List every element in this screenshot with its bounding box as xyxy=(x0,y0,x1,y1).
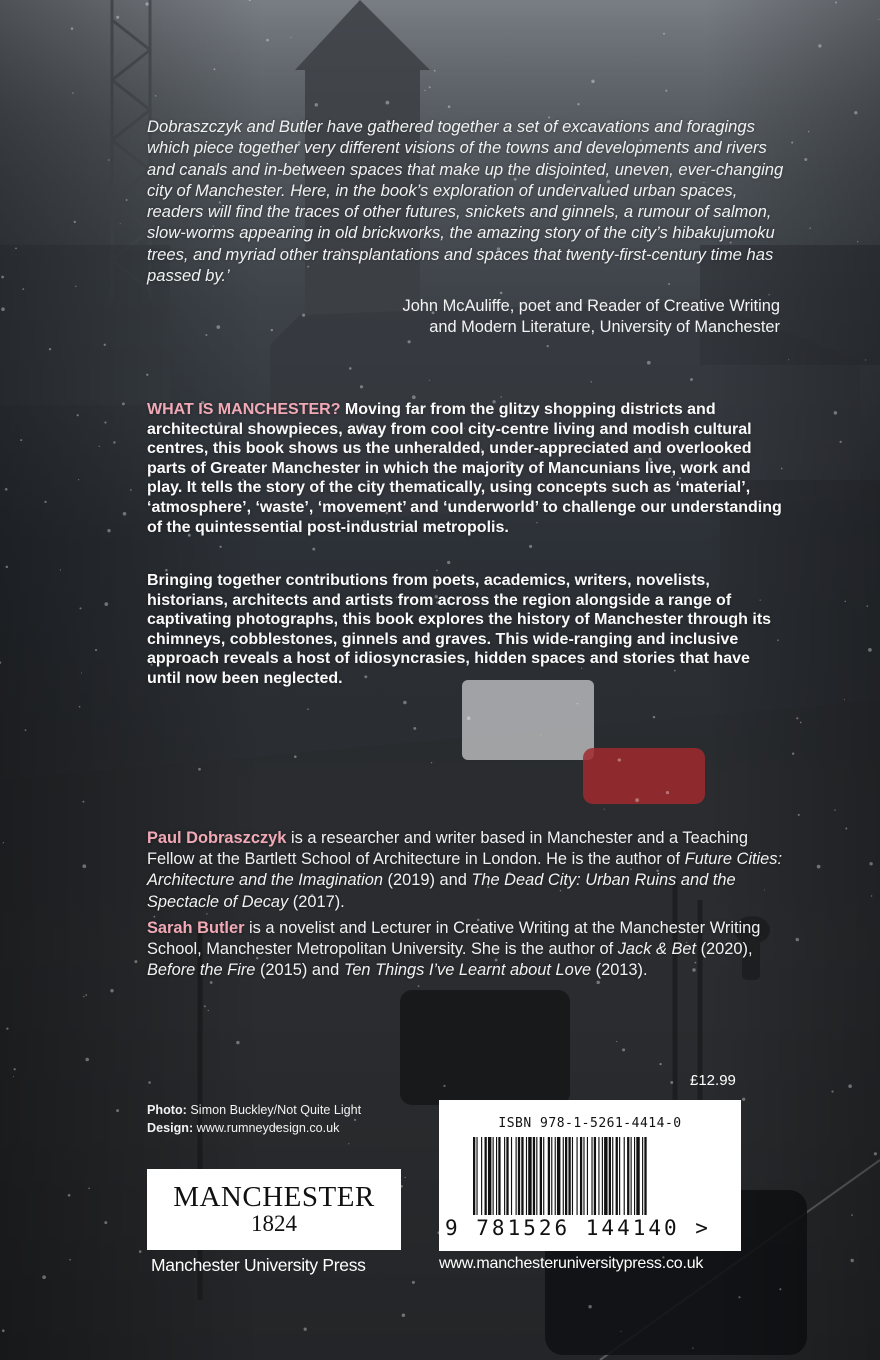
rain-drop xyxy=(74,221,76,223)
rain-drop xyxy=(198,768,201,771)
rain-drop xyxy=(68,1194,71,1197)
attribution-line: John McAuliffe, poet and Reader of Creative Writing xyxy=(402,297,780,315)
rain-drop xyxy=(204,1005,206,1007)
barcode-bars xyxy=(469,1137,711,1215)
barcode-bar xyxy=(644,1137,646,1215)
rain-drop xyxy=(616,1041,617,1042)
rain-drop xyxy=(99,446,100,447)
rain-drop xyxy=(413,727,416,730)
rain-drop xyxy=(290,37,291,38)
book-title: Future Cities: Architecture and the Imagination xyxy=(147,850,783,890)
bio-text: (2020), xyxy=(696,940,753,959)
rain-drop xyxy=(44,501,46,503)
rain-drop xyxy=(448,105,451,108)
barcode-bar xyxy=(609,1137,611,1215)
barcode-bar xyxy=(540,1137,542,1215)
review-quote: Dobraszczyk and Butler have gathered together a set of excavations and foragings which piece together very different visions of the towns and developments and rivers and canals and in-between spaces that make up the disjointed, uneven, ever-changing city of Manchester. Here, in the book’s exploration of undervalued urban spaces, readers will find the traces of other futures, snickets and ginnels, a rumour of salmon, slow-worms appearing in old brickworks, the amazing story of the city’s hibakujumoku trees, and myriad other transplantations and spaces that twenty-first-century time has passed by.’ xyxy=(147,117,784,286)
barcode-bar xyxy=(526,1137,527,1215)
barcode-bar xyxy=(577,1137,578,1215)
author-bio-paul xyxy=(147,828,797,913)
rain-drop xyxy=(588,1305,591,1308)
barcode-bar xyxy=(591,1137,592,1215)
rain-drop xyxy=(208,1010,209,1011)
rain-drop xyxy=(653,716,655,718)
rain-drop xyxy=(845,601,847,603)
barcode-bar xyxy=(516,1137,517,1215)
barcode-bar xyxy=(612,1137,613,1215)
bio-text: (2019) and xyxy=(382,871,472,890)
rain-drop xyxy=(818,44,821,47)
rain-drop xyxy=(834,809,835,810)
barcode-bar xyxy=(565,1137,567,1215)
rain-drop xyxy=(348,1143,349,1144)
rain-drop xyxy=(844,699,845,700)
rain-drop xyxy=(236,1041,239,1044)
rain-drop xyxy=(139,1250,142,1253)
barcode-bar xyxy=(504,1137,505,1215)
credits xyxy=(147,1101,361,1137)
rain-drop xyxy=(79,607,81,609)
rain-drop xyxy=(738,1296,740,1298)
rain-drop xyxy=(878,19,879,20)
rain-drop xyxy=(591,80,594,83)
barcode-bar xyxy=(563,1137,564,1215)
barcode-bar xyxy=(587,1137,588,1215)
rain-drop xyxy=(779,1288,781,1290)
rain-drop xyxy=(148,1081,151,1084)
rain-drop xyxy=(214,68,216,70)
rain-drop xyxy=(82,864,86,868)
barcode-bar xyxy=(521,1137,523,1215)
rain-drop xyxy=(831,1091,833,1093)
publisher-website: www.manchesteruniversitypress.co.uk xyxy=(439,1255,704,1272)
rain-drop xyxy=(791,142,793,144)
rain-drop xyxy=(22,288,24,290)
barcode-bar xyxy=(580,1137,582,1215)
rain-drop xyxy=(742,1098,745,1101)
rain-drop xyxy=(792,752,794,754)
rain-drop xyxy=(104,421,106,423)
rain-drop xyxy=(635,798,639,802)
rain-drop xyxy=(6,1027,8,1029)
author-name: Paul Dobraszczyk xyxy=(147,829,287,847)
barcode-bar xyxy=(624,1137,625,1215)
rain-drop xyxy=(219,546,221,548)
rain-drop xyxy=(835,2,837,4)
rain-drop xyxy=(412,1281,415,1284)
rain-drop xyxy=(122,403,125,406)
price-label: £12.99 xyxy=(690,1072,736,1089)
barcode-bar xyxy=(506,1137,508,1215)
rain-drop xyxy=(85,994,87,996)
rain-drop xyxy=(868,648,872,652)
rain-drop xyxy=(25,729,27,731)
rain-drop xyxy=(857,241,858,242)
rain-drop xyxy=(431,762,432,763)
rain-drop xyxy=(130,489,132,491)
rain-drop xyxy=(443,1085,445,1087)
rain-drop xyxy=(620,1331,621,1332)
rain-drop xyxy=(590,381,591,382)
rain-drop xyxy=(804,158,807,161)
rain-drop xyxy=(78,479,79,480)
rain-drop xyxy=(20,439,22,441)
rain-drop xyxy=(386,101,390,105)
rain-drop xyxy=(116,1109,119,1112)
blurb-text: Moving far from the glitzy shopping districts and architectural showpieces, away from cool city-centre living and modish cultural centres, this book shows us the unheralded, under-appreciated and overlooked parts of Greater Manchester in which the majority of Mancunians live, work and play. It tells the story of the city thematically, using concepts such as ‘material’, ‘atmosphere’, ‘waste’, ‘movement’ and ‘underworld’ to challenge our understanding of the quintessential post-industrial metropolis. xyxy=(147,401,782,536)
blurb-paragraph-2 xyxy=(147,571,787,689)
rain-drop xyxy=(869,862,872,865)
rain-drop xyxy=(2,1329,5,1332)
rain-drop xyxy=(788,359,789,360)
barcode-bar xyxy=(551,1137,552,1215)
rain-drop xyxy=(447,561,450,564)
rain-drop xyxy=(647,361,651,365)
rain-drop xyxy=(107,529,110,532)
rain-drop xyxy=(126,199,128,201)
rain-drop xyxy=(146,374,148,376)
barcode-bar xyxy=(473,1137,475,1215)
rain-drop xyxy=(349,367,352,370)
rain-drop xyxy=(412,395,416,399)
rain-drop xyxy=(83,996,84,997)
rain-drop xyxy=(529,545,532,548)
rain-drop xyxy=(817,865,821,869)
rain-drop xyxy=(690,378,693,381)
rain-drop xyxy=(75,286,76,287)
blurb-paragraph-1 xyxy=(147,400,787,537)
rain-drop xyxy=(692,1347,693,1348)
rain-drop xyxy=(424,90,425,91)
rain-drop xyxy=(123,512,127,516)
rain-drop xyxy=(1,276,4,279)
rain-drop xyxy=(500,292,503,295)
rain-drop xyxy=(467,716,471,720)
rain-drop xyxy=(304,1328,307,1331)
rain-drop xyxy=(663,33,665,35)
rain-drop xyxy=(315,103,318,106)
rain-drop xyxy=(312,548,315,551)
rain-drop xyxy=(15,247,17,249)
isbn-number: ISBN 978-1-5261-4414-0 xyxy=(498,1116,682,1131)
barcode-bar xyxy=(488,1137,491,1215)
rain-drop xyxy=(42,1275,46,1279)
book-title: Jack & Bet xyxy=(617,940,697,959)
rain-drop xyxy=(618,758,621,761)
author-name: Sarah Butler xyxy=(147,919,245,937)
credit-label: Design: xyxy=(147,1121,194,1135)
rain-drop xyxy=(95,649,97,651)
bio-text: (2015) and xyxy=(255,961,344,980)
rain-drop xyxy=(851,1214,853,1216)
rain-drop xyxy=(104,602,108,606)
credit-value: Simon Buckley/Not Quite Light xyxy=(186,1103,362,1117)
rain-drop xyxy=(839,441,841,443)
rain-drop xyxy=(577,103,579,105)
rain-drop xyxy=(851,1259,854,1262)
barcode-bar xyxy=(642,1137,643,1215)
barcode-bar xyxy=(511,1137,512,1215)
rain-drop xyxy=(665,90,667,92)
rain-drop xyxy=(113,441,115,443)
rain-drop xyxy=(3,842,4,843)
rain-drop xyxy=(670,1081,673,1084)
rain-drop xyxy=(266,39,269,42)
barcode-bar xyxy=(528,1137,531,1215)
rain-drop xyxy=(60,569,61,570)
rain-drop xyxy=(577,703,579,705)
rain-drop xyxy=(88,1187,90,1189)
bio-text: is a novelist and Lecturer in Creative Writing at the Manchester Writing School, Manchester Metropolitan University. She is the author of xyxy=(147,919,761,959)
rain-drop xyxy=(800,722,802,724)
rain-drop xyxy=(429,380,430,381)
barcode-bar xyxy=(518,1137,520,1215)
rain-drop xyxy=(77,414,79,416)
barcode-bar xyxy=(598,1137,599,1215)
barcode-bar xyxy=(548,1137,550,1215)
rain-drop xyxy=(72,92,74,94)
rain-drop xyxy=(81,672,82,673)
barcode-bar xyxy=(481,1137,482,1215)
book-title: The Dead City: Urban Ruins and the Spectacle of Decay xyxy=(147,871,736,911)
rain-drop xyxy=(206,913,207,914)
rain-drop xyxy=(434,70,436,72)
barcode-bar xyxy=(485,1137,487,1215)
rain-drop xyxy=(360,385,363,388)
rain-drop xyxy=(145,2,148,5)
rain-drop xyxy=(540,734,541,735)
logo-year: 1824 xyxy=(251,1211,297,1236)
rain-drop xyxy=(110,989,113,992)
rain-drop xyxy=(798,814,800,816)
publisher-name: Manchester University Press xyxy=(151,1255,366,1275)
rain-drop xyxy=(205,334,207,336)
barcode-bar xyxy=(476,1137,477,1215)
credit-value: www.rumneydesign.co.uk xyxy=(193,1121,340,1135)
bio-text: is a researcher and writer based in Manchester and a Teaching Fellow at the Bartlett School of Architecture in London. He is the author of xyxy=(147,829,749,869)
rain-drop xyxy=(104,344,106,346)
author-bio-sarah xyxy=(147,918,797,982)
rain-drop xyxy=(848,1084,852,1088)
ean-digits: 9 781526 144140 > xyxy=(445,1216,711,1240)
barcode-bar xyxy=(634,1137,635,1215)
rain-drop xyxy=(71,27,74,30)
barcode-bar xyxy=(496,1137,497,1215)
blurb-lead: WHAT IS MANCHESTER? xyxy=(147,401,341,418)
rain-drop xyxy=(659,1063,661,1065)
rain-drop xyxy=(116,16,119,19)
credit-label: Photo: xyxy=(147,1103,187,1117)
bio-text: (2013). xyxy=(591,961,648,980)
rain-drop xyxy=(108,159,110,161)
rain-drop xyxy=(854,111,857,114)
logo-wordmark: MANCHESTER xyxy=(173,1181,375,1213)
rain-drop xyxy=(134,960,137,963)
barcode-bar xyxy=(583,1137,584,1215)
barcode-bar xyxy=(533,1137,535,1215)
book-title: Before the Fire xyxy=(147,961,256,980)
rain-drop xyxy=(808,131,810,133)
barcode-bar xyxy=(568,1137,570,1215)
rain-drop xyxy=(500,396,501,397)
barcode-bar xyxy=(493,1137,494,1215)
rain-drop xyxy=(408,340,411,343)
rain-drop xyxy=(120,223,121,224)
rain-drop xyxy=(155,95,156,96)
barcode-bar xyxy=(543,1137,544,1215)
rain-drop xyxy=(865,359,866,360)
rain-drop xyxy=(85,1058,89,1062)
rain-drop xyxy=(79,706,81,708)
rain-drop xyxy=(834,411,837,414)
rain-drop xyxy=(5,488,8,491)
rain-drop xyxy=(1,307,5,311)
rain-drop xyxy=(6,566,9,569)
rain-drop xyxy=(429,86,431,88)
rain-drop xyxy=(405,1177,406,1178)
barcode-bar xyxy=(604,1137,607,1215)
barcode-bar xyxy=(536,1137,537,1215)
barcode-bar xyxy=(602,1137,603,1215)
barcode-bar xyxy=(572,1137,573,1215)
rain-drop xyxy=(604,809,605,810)
blurb-text: Bringing together contributions from poets, academics, writers, novelists, historians, architects and artists from across the region alongside a range of captivating photographs, this book explores the history of Manchester through its chimneys, cobblestones, ginnels and graves. This wide-ranging and inclusive approach reveals a host of idiosyncrasies, hidden spaces and stories that have until now been neglected. xyxy=(147,572,772,687)
publisher-logo xyxy=(147,1169,401,1250)
rain-drop xyxy=(104,1221,107,1224)
barcode-bar xyxy=(616,1137,618,1215)
rain-drop xyxy=(845,828,847,830)
barcode-bar xyxy=(498,1137,500,1215)
barcode-bar xyxy=(557,1137,560,1215)
quote-attribution xyxy=(220,296,780,338)
barcode-bar xyxy=(594,1137,596,1215)
rain-drop xyxy=(418,985,420,987)
rain-drop xyxy=(666,791,669,794)
rain-drop xyxy=(294,755,297,758)
rain-drop xyxy=(547,345,549,347)
rain-drop xyxy=(14,1068,16,1070)
barcode-bar xyxy=(631,1137,632,1215)
rain-drop xyxy=(402,1313,405,1316)
rain-drop xyxy=(866,605,868,607)
barcode-bar xyxy=(627,1137,629,1215)
rain-drop xyxy=(871,895,872,896)
rain-drop xyxy=(82,801,84,803)
barcode-bar xyxy=(555,1137,556,1215)
rain-drop xyxy=(69,1259,71,1261)
rain-drop xyxy=(622,1048,625,1051)
book-title: Ten Things I’ve Learnt about Love xyxy=(343,961,592,980)
bio-text: (2017). xyxy=(288,892,345,911)
rain-drop xyxy=(796,717,798,719)
rain-drop xyxy=(49,348,51,350)
attribution-line: and Modern Literature, University of Manchester xyxy=(429,318,780,336)
rain-drop xyxy=(307,708,309,710)
rain-drop xyxy=(13,1076,14,1077)
barcode-bar xyxy=(636,1137,639,1215)
rain-drop xyxy=(809,227,811,229)
rain-drop xyxy=(403,701,407,705)
rain-drop xyxy=(874,1152,877,1155)
barcode-bar xyxy=(619,1137,620,1215)
isbn-barcode xyxy=(439,1100,741,1251)
